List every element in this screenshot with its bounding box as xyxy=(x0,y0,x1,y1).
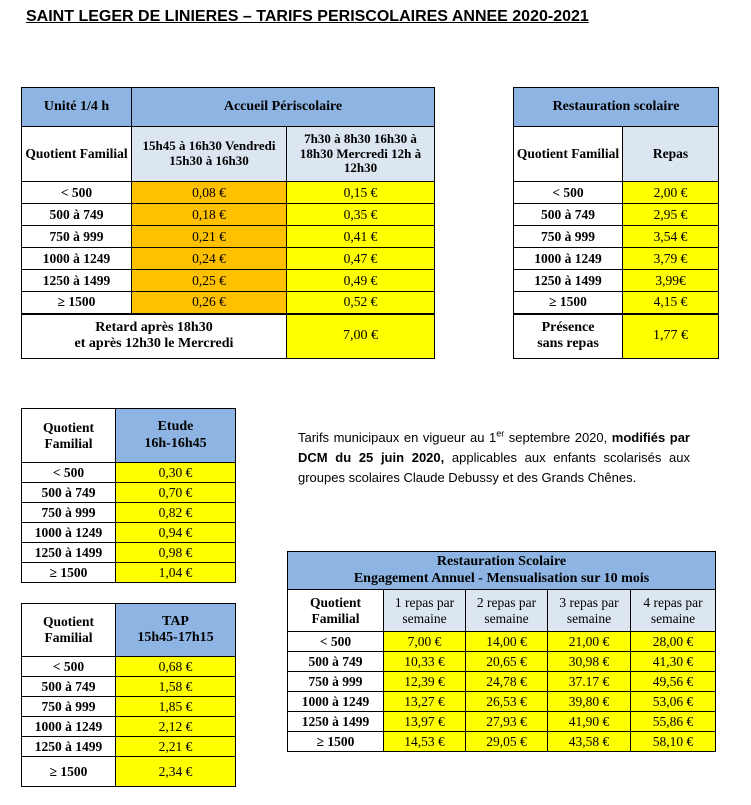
table-row xyxy=(22,270,435,292)
afternoon-price-cell: 0,25 € xyxy=(132,270,287,292)
qf-cell: < 500 xyxy=(22,182,132,204)
etude-price-cell: 1,04 € xyxy=(116,563,236,583)
table-row xyxy=(514,248,719,270)
tap-header xyxy=(116,604,236,657)
etude-header xyxy=(116,409,236,463)
table-row xyxy=(288,692,716,712)
table-row xyxy=(22,543,236,563)
table-row xyxy=(22,737,236,757)
table-row xyxy=(22,182,435,204)
qf-cell: < 500 xyxy=(22,657,116,677)
qf-cell: 500 à 749 xyxy=(288,652,384,672)
restauration-title: Restauration scolaire xyxy=(514,88,719,127)
etude-price-cell: 0,30 € xyxy=(116,463,236,483)
repas-per-week-header: 4 repas par semaine xyxy=(631,590,716,632)
qf-cell: 1000 à 1249 xyxy=(22,523,116,543)
quotient-familial-header: Quotient Familial xyxy=(514,127,623,182)
table-row xyxy=(288,632,716,652)
table-row xyxy=(22,226,435,248)
retard-value: 7,00 € xyxy=(287,314,435,359)
engagement-price-cell: 14,00 € xyxy=(466,632,548,652)
qf-cell: 500 à 749 xyxy=(514,204,623,226)
tap-price-cell: 1,85 € xyxy=(116,697,236,717)
note-sup: er xyxy=(496,428,505,439)
qf-cell: 1250 à 1499 xyxy=(514,270,623,292)
engagement-price-cell: 13,27 € xyxy=(384,692,466,712)
qf-cell: 1250 à 1499 xyxy=(22,270,132,292)
engagement-table xyxy=(287,551,716,752)
afternoon-price-cell: 0,24 € xyxy=(132,248,287,270)
periscolaire-group-title: Accueil Périscolaire xyxy=(132,88,435,127)
engagement-price-cell: 13,97 € xyxy=(384,712,466,732)
qf-cell: ≥ 1500 xyxy=(22,292,132,314)
engagement-price-cell: 43,58 € xyxy=(548,732,631,752)
qf-cell: 750 à 999 xyxy=(22,503,116,523)
col-afternoon-header: 15h45 à 16h30 Vendredi 15h30 à 16h30 xyxy=(132,127,287,182)
table-row xyxy=(22,483,236,503)
repas-header: Repas xyxy=(623,127,719,182)
table-row xyxy=(22,677,236,697)
afternoon-price-cell: 0,26 € xyxy=(132,292,287,314)
qf-cell: 750 à 999 xyxy=(22,697,116,717)
qf-cell: 1250 à 1499 xyxy=(288,712,384,732)
repas-price-cell: 3,99€ xyxy=(623,270,719,292)
note-part2: septembre 2020, xyxy=(504,430,612,445)
qf-cell: ≥ 1500 xyxy=(22,757,116,787)
engagement-title xyxy=(288,552,716,590)
qf-cell: 1250 à 1499 xyxy=(22,543,116,563)
retard-label xyxy=(22,314,287,359)
table-row xyxy=(22,248,435,270)
tap-table xyxy=(21,603,236,787)
tap-price-cell: 2,21 € xyxy=(116,737,236,757)
tap-header-line2: 15h45-17h15 xyxy=(137,630,214,645)
repas-price-cell: 3,54 € xyxy=(623,226,719,248)
table-row xyxy=(22,563,236,583)
engagement-price-cell: 29,05 € xyxy=(466,732,548,752)
quotient-familial-header: Quotient Familial xyxy=(22,127,132,182)
presence-label xyxy=(514,314,623,359)
retard-line1: Retard après 18h30 xyxy=(95,320,213,336)
table-row xyxy=(288,732,716,752)
repas-per-week-header: 2 repas par semaine xyxy=(466,590,548,632)
repas-price-cell: 4,15 € xyxy=(623,292,719,314)
morning-evening-price-cell: 0,47 € xyxy=(287,248,435,270)
qf-cell: 1000 à 1249 xyxy=(22,248,132,270)
morning-evening-price-cell: 0,15 € xyxy=(287,182,435,204)
engagement-price-cell: 20,65 € xyxy=(466,652,548,672)
presence-value: 1,77 € xyxy=(623,314,719,359)
tap-price-cell: 1,58 € xyxy=(116,677,236,697)
presence-line2: sans repas xyxy=(537,336,599,352)
table-row xyxy=(22,292,435,314)
table-row xyxy=(22,697,236,717)
repas-price-cell: 2,95 € xyxy=(623,204,719,226)
engagement-price-cell: 58,10 € xyxy=(631,732,716,752)
engagement-price-cell: 30,98 € xyxy=(548,652,631,672)
note-part3: applicables aux enfants scolarisés aux groupes scolaires Claude Debussy et des Grands Chênes. xyxy=(298,450,690,485)
morning-evening-price-cell: 0,52 € xyxy=(287,292,435,314)
engagement-price-cell: 49,56 € xyxy=(631,672,716,692)
table-row xyxy=(22,757,236,787)
qf-cell: 750 à 999 xyxy=(22,226,132,248)
qf-cell: < 500 xyxy=(288,632,384,652)
quotient-familial-header: Quotient Familial xyxy=(288,590,384,632)
repas-per-week-header: 3 repas par semaine xyxy=(548,590,631,632)
engagement-title-line2: Engagement Annuel - Mensualisation sur 10 mois xyxy=(353,570,650,586)
quotient-familial-header: Quotient Familial xyxy=(22,604,116,657)
col-morning-evening-header: 7h30 à 8h30 16h30 à 18h30 Mercredi 12h à 12h30 xyxy=(287,127,435,182)
etude-price-cell: 0,82 € xyxy=(116,503,236,523)
table-row xyxy=(514,182,719,204)
engagement-price-cell: 28,00 € xyxy=(631,632,716,652)
qf-cell: < 500 xyxy=(22,463,116,483)
quotient-familial-header: Quotient Familial xyxy=(22,409,116,463)
tarif-note xyxy=(298,428,690,488)
etude-header-line2: 16h-16h45 xyxy=(144,435,207,451)
qf-cell: 500 à 749 xyxy=(22,204,132,226)
qf-cell: ≥ 1500 xyxy=(22,563,116,583)
unit-label: Unité 1/4 h xyxy=(22,88,132,127)
qf-cell: 1250 à 1499 xyxy=(22,737,116,757)
qf-cell: 500 à 749 xyxy=(22,483,116,503)
afternoon-price-cell: 0,21 € xyxy=(132,226,287,248)
table-row xyxy=(514,204,719,226)
qf-cell: ≥ 1500 xyxy=(288,732,384,752)
qf-cell: 1000 à 1249 xyxy=(22,717,116,737)
repas-per-week-header: 1 repas par semaine xyxy=(384,590,466,632)
engagement-price-cell: 10,33 € xyxy=(384,652,466,672)
table-row xyxy=(288,672,716,692)
qf-cell: < 500 xyxy=(514,182,623,204)
qf-cell: ≥ 1500 xyxy=(514,292,623,314)
engagement-price-cell: 12,39 € xyxy=(384,672,466,692)
engagement-title-line1: Restauration Scolaire xyxy=(436,554,567,570)
engagement-price-cell: 41,30 € xyxy=(631,652,716,672)
engagement-price-cell: 7,00 € xyxy=(384,632,466,652)
engagement-price-cell: 27,93 € xyxy=(466,712,548,732)
etude-table xyxy=(21,408,236,583)
engagement-price-cell: 39,80 € xyxy=(548,692,631,712)
engagement-price-cell: 21,00 € xyxy=(548,632,631,652)
table-row xyxy=(22,463,236,483)
table-row xyxy=(288,712,716,732)
etude-price-cell: 0,70 € xyxy=(116,483,236,503)
afternoon-price-cell: 0,08 € xyxy=(132,182,287,204)
repas-price-cell: 2,00 € xyxy=(623,182,719,204)
afternoon-price-cell: 0,18 € xyxy=(132,204,287,226)
note-part1: Tarifs municipaux en vigueur au 1 xyxy=(298,430,497,445)
periscolaire-table xyxy=(21,87,435,359)
engagement-price-cell: 24,78 € xyxy=(466,672,548,692)
tap-price-cell: 0,68 € xyxy=(116,657,236,677)
table-row xyxy=(514,292,719,314)
table-row xyxy=(288,652,716,672)
morning-evening-price-cell: 0,49 € xyxy=(287,270,435,292)
engagement-price-cell: 14,53 € xyxy=(384,732,466,752)
note-bold: modifiés par DCM du 25 juin 2020, xyxy=(298,430,690,465)
engagement-price-cell: 41,90 € xyxy=(548,712,631,732)
qf-cell: 1000 à 1249 xyxy=(288,692,384,712)
tap-price-cell: 2,34 € xyxy=(116,757,236,787)
engagement-price-cell: 53,06 € xyxy=(631,692,716,712)
morning-evening-price-cell: 0,35 € xyxy=(287,204,435,226)
etude-header-line1: Etude xyxy=(157,419,194,435)
table-row xyxy=(22,657,236,677)
engagement-price-cell: 37.17 € xyxy=(548,672,631,692)
qf-cell: 750 à 999 xyxy=(514,226,623,248)
table-row xyxy=(514,226,719,248)
engagement-price-cell: 55,86 € xyxy=(631,712,716,732)
table-row xyxy=(22,523,236,543)
page-title: SAINT LEGER DE LINIERES – TARIFS PERISCOLAIRES ANNEE 2020-2021 xyxy=(26,8,589,25)
presence-line1: Présence xyxy=(541,320,595,336)
tap-header-line1: TAP xyxy=(162,613,189,629)
etude-price-cell: 0,98 € xyxy=(116,543,236,563)
tap-price-cell: 2,12 € xyxy=(116,717,236,737)
qf-cell: 1000 à 1249 xyxy=(514,248,623,270)
table-row xyxy=(514,270,719,292)
table-row xyxy=(22,503,236,523)
table-row xyxy=(22,204,435,226)
restauration-table xyxy=(513,87,719,359)
engagement-price-cell: 26,53 € xyxy=(466,692,548,712)
qf-cell: 750 à 999 xyxy=(288,672,384,692)
morning-evening-price-cell: 0,41 € xyxy=(287,226,435,248)
repas-price-cell: 3,79 € xyxy=(623,248,719,270)
etude-price-cell: 0,94 € xyxy=(116,523,236,543)
table-row xyxy=(22,717,236,737)
qf-cell: 500 à 749 xyxy=(22,677,116,697)
retard-line2: et après 12h30 le Mercredi xyxy=(74,336,234,352)
